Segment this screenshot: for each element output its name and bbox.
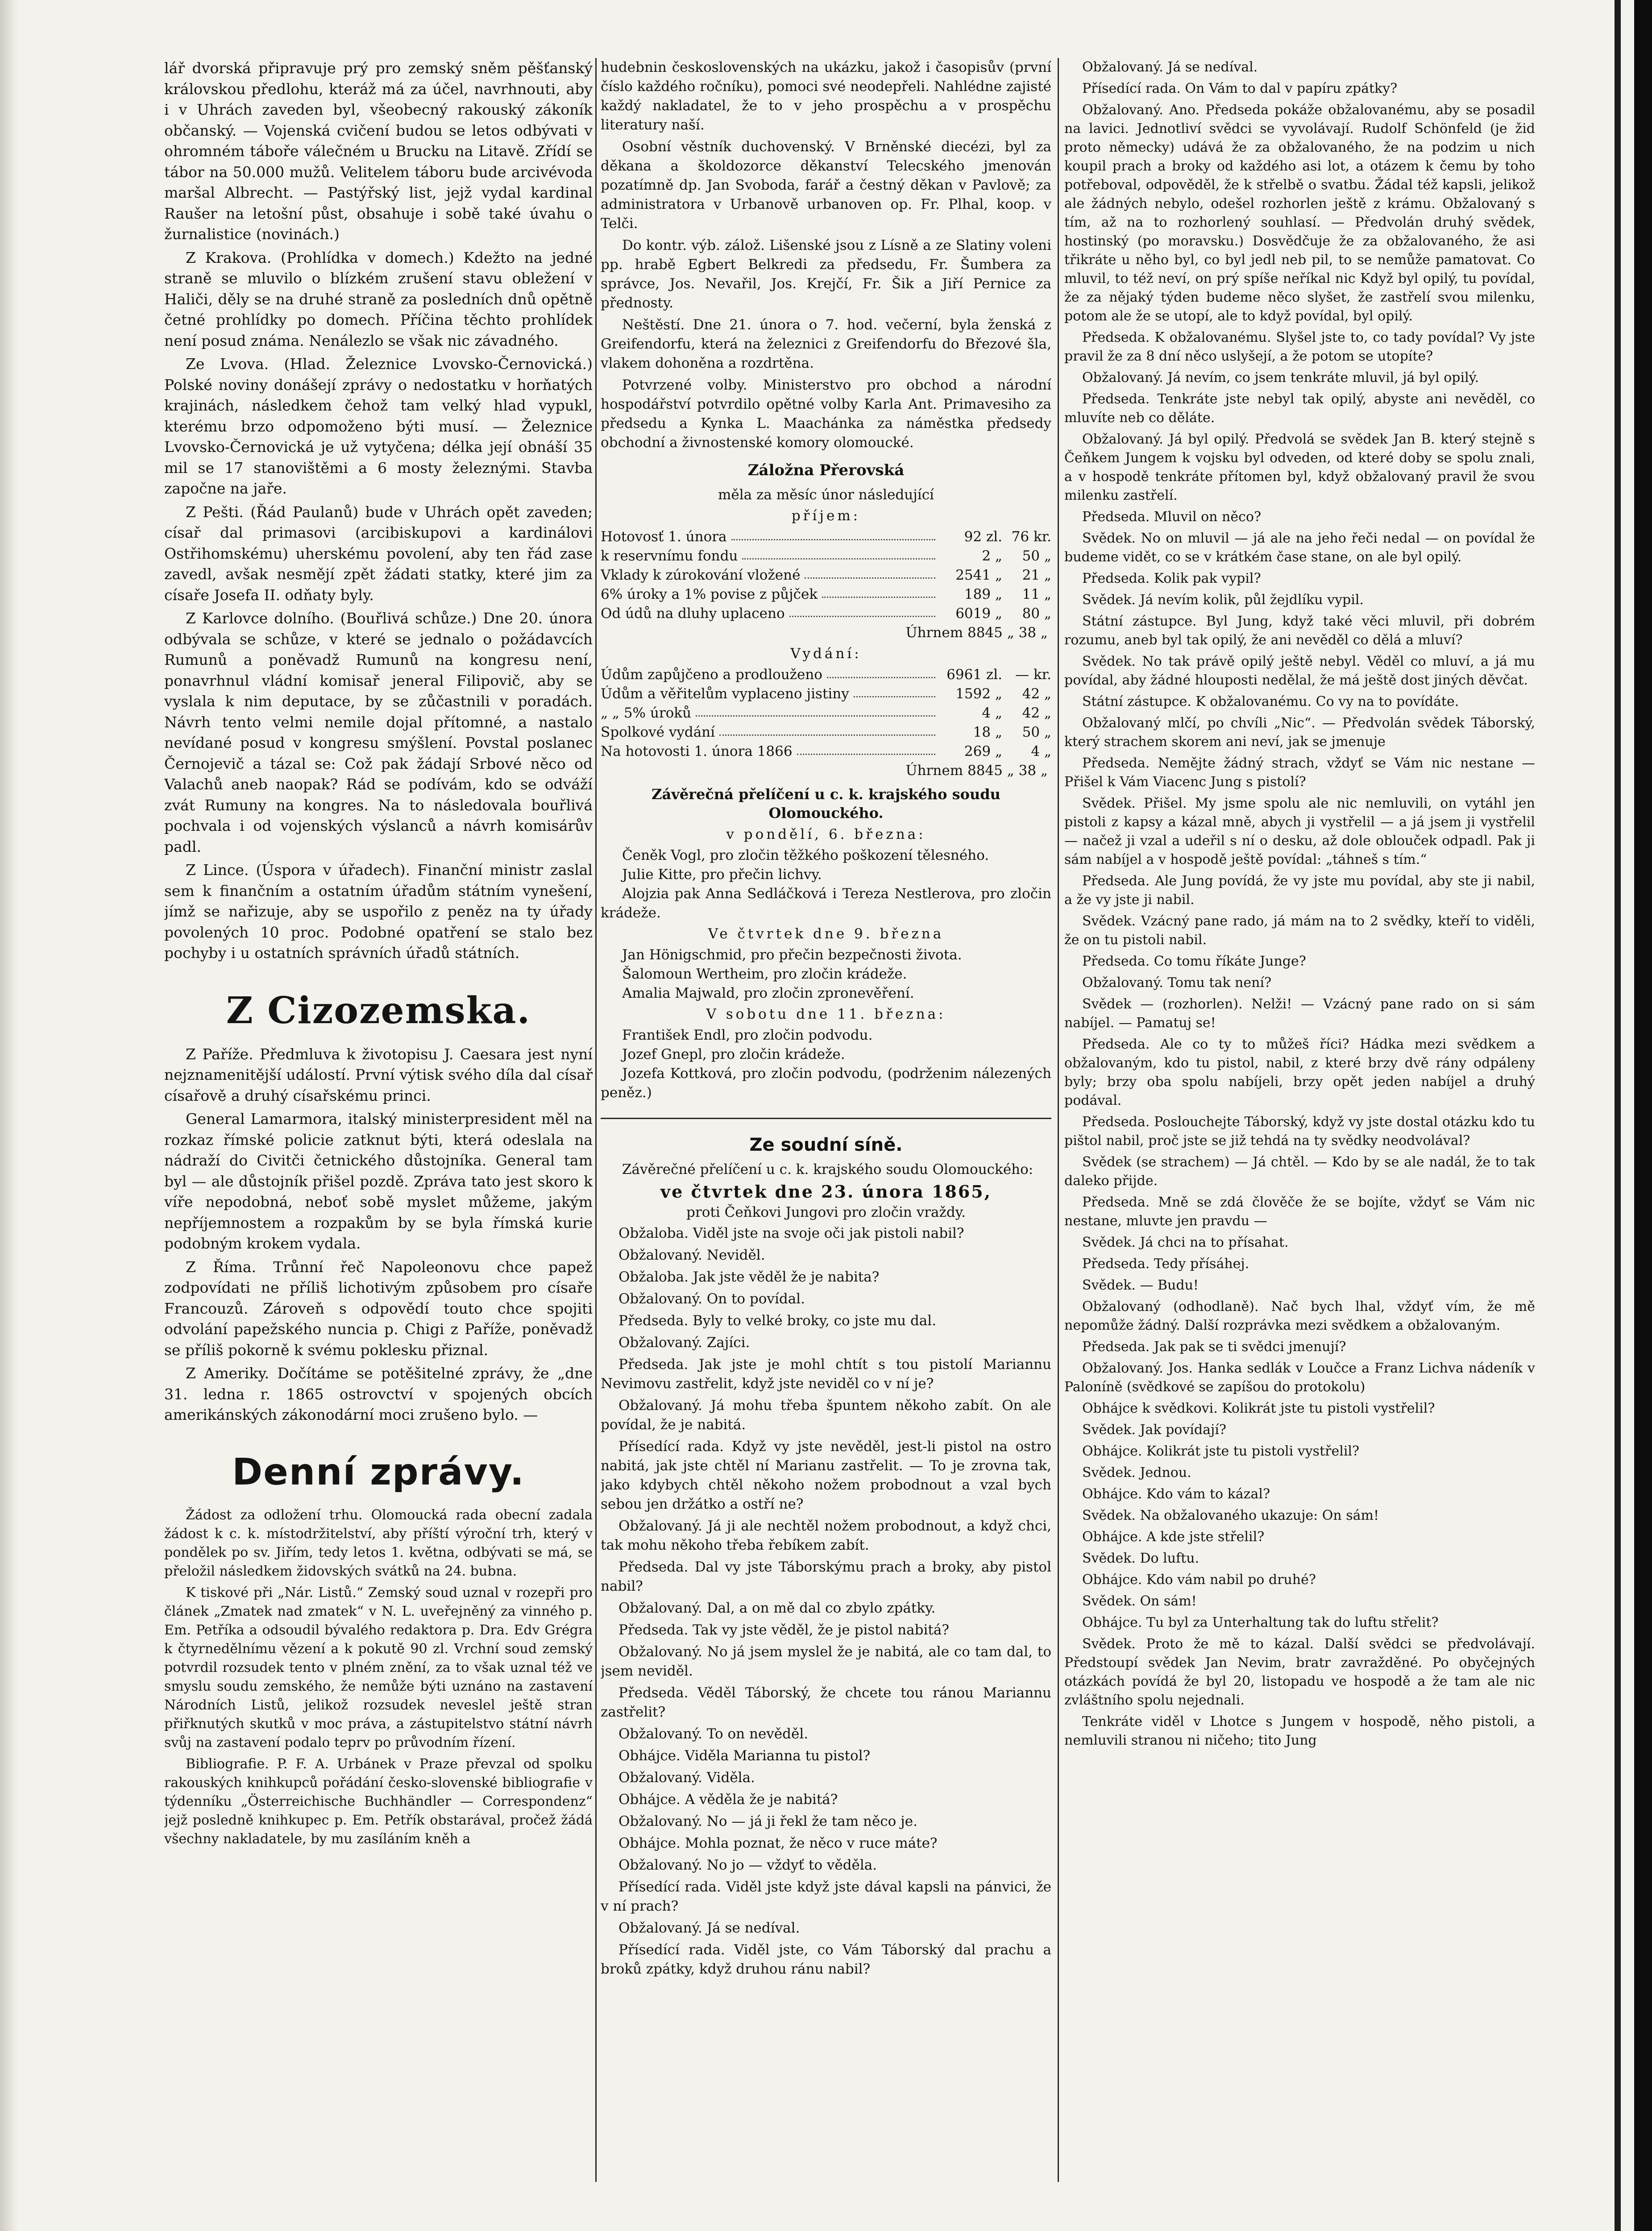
trial-case: František Endl, pro zločin podvodu. bbox=[622, 1027, 873, 1043]
dialog-line: Předseda. Nemějte žádný strach, vždyť se Vám nic nestane — Přišel k Vám Viacenc Jung s pistolí? bbox=[1064, 755, 1535, 790]
dialog-line: Předseda. Byly to velké broky, co jste mu dal. bbox=[618, 1313, 937, 1329]
dialog-line: Obžalovaný. Já ji ale nechtěl nožem probodnout, a když chci, tak mohu někoho třeba řebíkem zabít. bbox=[601, 1518, 1051, 1553]
court-heading: Ze soudní síně. bbox=[749, 1135, 903, 1155]
dialog-line: Obžalovaný. On to povídal. bbox=[618, 1291, 805, 1307]
dialog-line: Obhájce. Viděla Marianna tu pistol? bbox=[618, 1748, 871, 1764]
dialog-line: Tenkráte viděl v Lhotce s Jungem v hospodě, něho pistoli, a nemluvili stranou ni ničeho; tito Jung bbox=[1064, 1714, 1535, 1748]
dialog-line: Státní zástupce. K obžalovanému. Co vy na to povídáte. bbox=[1082, 694, 1459, 709]
dialog-line: Svědek. No tak právě opilý ještě nebyl. Věděl co mluví, a já mu povídal, aby žádné hlouposti nedělal, že má ještě dost jiných děvčat. bbox=[1064, 654, 1535, 688]
news-zalozna-volby: Do kontr. výb. zálož. Lišenské jsou z Lísně a ze Slatiny voleni pp. hrabě Egbert Belkredi za předsedu, Fr. Šumbera za správce, Jos. Nevařil, Jos. Krejčí, Fr. Šik a Jiří Pernice za přednosty. bbox=[601, 237, 1051, 311]
dialog-line: Obhájce. A kde jste střelil? bbox=[1082, 1529, 1265, 1545]
dialog-line: Předseda. Co tomu říkáte Junge? bbox=[1082, 954, 1306, 969]
dialog-line: Obhájce. A věděla že je nabitá? bbox=[618, 1791, 838, 1808]
table-row: Vklady k zúrokování vložené 2541 „ 21 „ bbox=[601, 566, 1051, 585]
section-heading-foreign: Z Cizozemska. bbox=[226, 989, 531, 1032]
news-linz: Z Lince. (Úspora v úřadech). Finanční ministr zaslal sem k finančním a ostatním úřadům státním vynešení, jímž se nařizuje, aby se uspořilo z peněz na ty úřady povolených 10 proc. Podobné opatření se stalo bez pochyby i u ostatních správních úřadů státních. bbox=[164, 861, 593, 962]
dialog-line: Obžalovaný. No jo — vždyť to věděla. bbox=[618, 1857, 877, 1873]
trial-case: Amalia Majwald, pro zločin zpronevěření. bbox=[622, 985, 914, 1001]
column-2 bbox=[601, 58, 1051, 2195]
dialog-line: Svědek. Jak povídají? bbox=[1082, 1422, 1226, 1438]
dialog-line: Svědek. Já chci na to přísahat. bbox=[1082, 1235, 1289, 1250]
dialog-line: Předseda. K obžalovanému. Slyšel jste to, co tady povídal? Vy jste pravil že za 8 dní něco uslyšejí, a že potom se utopíte? bbox=[1064, 330, 1535, 364]
prijem-table bbox=[601, 527, 1051, 643]
court-dialog bbox=[601, 1224, 1051, 1979]
foreign-rome: Z Říma. Trůnní řeč Napoleonovu chce papež zodpovídati ne příliš lichotivým způsobem pro císaře Francouzů. Zároveň s odpovědí touto chce spojiti odvolání papežského nuncia p. Chigi z Paříže, poněvadž se příliš pokorně k svému poklesku přiznal. bbox=[164, 1258, 593, 1359]
dialog-line: Svědek. Na obžalovaného ukazuje: On sám! bbox=[1082, 1508, 1379, 1523]
dialog-line: Obžalovaný. Já se nedíval. bbox=[1082, 59, 1258, 75]
dialog-line: Obžalovaný. Zajíci. bbox=[618, 1335, 750, 1351]
table-row: „ „ 5% úroků 4 „ 42 „ bbox=[601, 704, 1051, 723]
column-1 bbox=[164, 58, 593, 2195]
dialog-line: Obžalovaný. Dal, a on mě dal co zbylo zpátky. bbox=[618, 1600, 936, 1616]
vydani-table bbox=[601, 665, 1051, 780]
table-row: Údům zapůjčeno a prodlouženo 6961 zl. — kr. bbox=[601, 665, 1051, 684]
dialog-line: Obžalovaný. Já nevím, co jsem tenkráte mluvil, já byl opilý. bbox=[1082, 370, 1479, 386]
dialog-line: Předseda. Tak vy jste věděl, že je pistol nabitá? bbox=[618, 1622, 949, 1638]
trial-case: Čeněk Vogl, pro zločin těžkého poškození tělesného. bbox=[622, 847, 989, 863]
dialog-line: Obžalovaný. To on nevěděl. bbox=[618, 1726, 809, 1742]
dialog-line: Obhájce. Kdo vám nabil po druhé? bbox=[1082, 1572, 1316, 1588]
trial-case: Julie Kitte, pro přečin lichvy. bbox=[622, 867, 822, 883]
daily-bibliografie: Bibliografie. P. F. A. Urbánek v Praze převzal od spolku rakouských knihkupců pořádání česko-slovenské bibliografie v týdenníku „Österreichische Buchhändler — Correspondenz“ jejž posledně knihkupec p. Em. Petřík obstarával, pročež žádá všechny nakladatele, by mu zasíláním kněh a bbox=[164, 1756, 593, 1847]
page-left-edge bbox=[0, 0, 18, 2231]
column-rule-2 bbox=[1058, 58, 1059, 2182]
dialog-line: Obžalovaný. Já mohu třeba špuntem někoho zabít. On ale povídal, že je nabitá. bbox=[601, 1397, 1051, 1433]
daily-narodni-listy: K tiskové při „Nár. Listů.“ Zemský soud uznal v rozepři pro článek „Zmatek nad zmatek“ v N. L. uveřejněný za vinného p. Em. Petříka a odsoudil bývalého redaktora p. Dra. Edv Grégra k čtyrnedělnímu vězení a k pokutě 90 zl. Vrchní soud zemský potvrdil rozsudek tento v plném znění, za to však uznal též ve smyslu soudu zemského, že nemůže býti uznáno na zastavení Národních Listů, jelikož rozsudek neveslel ještě stran přiřknutých skutků v moc práva, a zástupitelstvo státní návrh svůj na zastavení podalo teprv po průvodním řízení. bbox=[164, 1584, 593, 1750]
dialog-line: Předseda. Tedy přísáhej. bbox=[1082, 1256, 1249, 1272]
dialog-line: Obžalovaný. Neviděl. bbox=[618, 1247, 765, 1263]
prijem-label: příjem: bbox=[791, 508, 861, 524]
dialog-line: Předseda. Dal vy jste Táborskýmu prach a broky, aby pistol nabil? bbox=[601, 1559, 1051, 1594]
dialog-line: Přísedící rada. Když vy jste nevěděl, jest-li pistol na ostro nabitá, jak jste chtěl ní Marianu zastřelit. — To je zrovna tak, jako kdybych chtěl někoho nožem probodnout a vzal bych sebou jen držátko a ostří ne? bbox=[601, 1439, 1051, 1512]
dialog-line: Svědek. Proto že mě to kázal. Další svědci se předvolávají. Předstoupí svědek Jan Nevim, bratr zavražděné. Po obyčejných otázkách povídá že byl 20, listopadu ve hospodě a že tam ale nic zvláštního spolu nejednali. bbox=[1064, 1636, 1535, 1708]
section-divider bbox=[601, 1118, 1051, 1119]
dialog-line: Svědek. Do luftu. bbox=[1082, 1551, 1200, 1566]
column-3 bbox=[1064, 58, 1535, 2195]
trial-case: Šalomoun Wertheim, pro zločin krádeže. bbox=[622, 966, 907, 982]
dialog-line: Obhájce. Mohla poznat, že něco v ruce máte? bbox=[618, 1835, 938, 1851]
daily-trh: Žádost za odložení trhu. Olomoucká rada obecní zadala žádost k c. k. místodržitelství, aby příští výroční trh, který v pondělek po sv. Jiřím, tedy letos 1. května, odbývati se má, se přeložil následkem židovských svátků na 24. bubna. bbox=[164, 1507, 593, 1579]
column-rule-1 bbox=[595, 58, 597, 2182]
dialog-line: Obhájce. Kdo vám to kázal? bbox=[1082, 1486, 1270, 1502]
dialog-line: Obžaloba. Viděl jste na svoje oči jak pistoli nabil? bbox=[618, 1225, 964, 1241]
dialog-line: Státní zástupce. Byl Jung, když také věci mluvil, při dobrém rozumu, aneb byl tak opilý, že ani nevěděl co dělá a mluví? bbox=[1064, 614, 1535, 648]
dialog-line: Obžalovaný. Viděla. bbox=[618, 1770, 755, 1786]
dialog-line: Obžalovaný. Já se nedíval. bbox=[618, 1920, 800, 1936]
dialog-line: Obhájce k svědkovi. Kolikrát jste tu pistoli vystřelil? bbox=[1082, 1401, 1435, 1416]
trial-day: Ve čtvrtek dne 9. března bbox=[708, 926, 944, 942]
court-date: ve čtvrtek dne 23. února 1865, bbox=[660, 1182, 992, 1202]
scan-right-border bbox=[1634, 0, 1652, 2231]
dialog-line: Obhájce. Tu byl za Unterhaltung tak do luftu střelit? bbox=[1082, 1615, 1439, 1630]
dialog-line: Předseda. Ale Jung povídá, že vy jste mu povídal, aby ste ji nabil, a že vy jste ji nabil. bbox=[1064, 873, 1535, 908]
table-row: Spolkové vydání 18 „ 50 „ bbox=[601, 723, 1051, 742]
dialog-line: Předseda. Kolik pak vypil? bbox=[1082, 571, 1261, 586]
foreign-lamarmora: General Lamarmora, italský ministerpresident měl na rozkaz římské policie zatknut býti, která odeslala na nádraží do Civitči četnického důstojníka. General tam byl — ale důstojník přišel pozdě. Zpráva tato jest skoro k víře nepodobná, neboť sobě myslet můžeme, jakým nepříjemnostem a rozpakům by se byla římská kurie podobným krokem vydala. bbox=[164, 1110, 593, 1252]
trial-case: Jozef Gnepl, pro zločin krádeže. bbox=[622, 1046, 845, 1062]
dialog-line: Předseda. Ale co ty to můžeš říci? Hádka mezi svědkem a obžalovaným, kdo tu pistol, nabil, z které brzy dvě rány odpáleny byly; brzy oba spolu nabíjeli, brzy opět jeden nabíjel a druhý podával. bbox=[1064, 1037, 1535, 1108]
dialog-line: Předseda. Jak jste je mohl chtít s tou pistolí Mariannu Nevimovu zastřelit, když jste neviděl co v ní je? bbox=[601, 1356, 1051, 1392]
news-pest: Z Pešti. (Řád Paulanů) bude v Uhrách opět zaveden; císař dal primasovi (arcibiskupovi a kardinálovi Ostřihomskému) uherskému povolení, aby ten řád zase zavedl, avšak nesmějí zpět žádati statky, které jim za císaře Josefa II. odňaty byly. bbox=[164, 503, 593, 604]
trial-case: Alojzia pak Anna Sedláčková i Tereza Nestlerova, pro zločin krádeže. bbox=[601, 886, 1051, 921]
dialog-line: Předseda. Tenkráte jste nebyl tak opilý, abyste ani nevěděl, co mluvíte neb co děláte. bbox=[1064, 391, 1535, 426]
court-dialog-continued bbox=[1064, 58, 1535, 1750]
dialog-line: Přísedící rada. Viděl jste, co Vám Táborský dal prachu a broků zpátky, když druhou ránu nabil? bbox=[601, 1942, 1051, 1977]
prijem-total: Úhrnem 8845 „ 38 „ bbox=[905, 625, 1048, 641]
trial-schedule-title: Závěrečná přelíčení u c. k. krajského soudu Olomouckého. bbox=[652, 786, 1000, 821]
dialog-line: Obžalovaný. Já byl opilý. Předvolá se svědek Jan B. který stejně s Čeňkem Jungem k vojsku byl odveden, od které doby se spolu znali, a v hospodě tenkráte přítomen byl, když obžalovaný pravil že svou milenku zastřelí. bbox=[1064, 431, 1535, 503]
table-row: Od údů na dluhy uplaceno 6019 „ 80 „ bbox=[601, 604, 1051, 623]
dialog-line: Přísedící rada. On Vám to dal v papíru zpátky? bbox=[1082, 81, 1398, 96]
dialog-line: Přísedící rada. Viděl jste když jste dával kapsli na pánvici, že v ní prach? bbox=[601, 1879, 1051, 1914]
dialog-line: Obhájce. Kolikrát jste tu pistoli vystřelil? bbox=[1082, 1443, 1360, 1459]
dialog-line: Obžalovaný mlčí, po chvíli „Nic“. — Předvolán svědek Táborský, který strachem skorem ani neví, jak se jmenuje bbox=[1064, 715, 1535, 750]
trial-case: Jozefa Kottková, pro zločin podvodu, (podrženim nálezených peněz.) bbox=[601, 1066, 1051, 1101]
dialog-line: Svědek. Přišel. My jsme spolu ale nic nemluvili, on vytáhl jen pistoli z kapsy a kázal mně, abych ji vystřelil — a já jsem ji vystřelil — načež ji vzal a udeřil s ní o desku, až dole oblouček odpadl. Pak ji sám nabíjel a v hospodě ještě povídal: „táhneš s tím.“ bbox=[1064, 796, 1535, 867]
table-row: Údům a věřitelům vyplaceno jistiny 1592 „ 42 „ bbox=[601, 684, 1051, 704]
news-lvov: Ze Lvova. (Hlad. Železnice Lvovsko-Černovická.) Polské noviny donášejí zprávy o nedostatku v horňatých krajinách, následkem čehož tam velký hlad vypukl, kterému brzo odpomoženo býti musí. — Železnice Lvovsko-Černovická je už vytyčena; délka její obnáší 35 mil se 17 stanovištěmi a 6 mosty železnými. Stavba započne na jaře. bbox=[164, 355, 593, 497]
dialog-line: Obžalovaný. Tomu tak není? bbox=[1082, 975, 1272, 991]
court-case: proti Čeňkovi Jungovi pro zločin vraždy. bbox=[686, 1204, 966, 1220]
vydani-label: Vydání: bbox=[790, 646, 862, 662]
zalozna-subtitle: měla za měsíc únor následující bbox=[718, 487, 934, 503]
dialog-line: Obžalovaný (odhodlaně). Nač bych lhal, vždyť vím, že mě nepomůže žádný. Další rozprávka mezi svědkem a obžalovaným. bbox=[1064, 1299, 1535, 1333]
trial-case: Jan Hönigschmid, pro přečin bezpečnosti života. bbox=[622, 947, 962, 963]
table-row: k reservnímu fondu 2 „ 50 „ bbox=[601, 547, 1051, 566]
vydani-total: Úhrnem 8845 „ 38 „ bbox=[905, 763, 1048, 779]
dialog-line: Svědek — (rozhorlen). Nelži! — Vzácný pane rado on si sám nabíjel. — Pamatuj se! bbox=[1064, 996, 1535, 1031]
news-krakov: Z Krakova. (Prohlídka v domech.) Kdežto na jedné straně se mluvilo o blízkém zrušení stavu obležení v Haliči, děly se na druhé straně za posledních dnů opětně četné prohlídky po domech. Příčina těchto prohlídek není posud známa. Nenálezlo se však nic závadného. bbox=[164, 249, 593, 349]
dialog-line: Obžaloba. Jak jste věděl že je nabita? bbox=[618, 1269, 880, 1285]
dialog-line: Předseda. Poslouchejte Táborský, když vy jste dostal otázku kdo tu pištol nabil, proč jste se již tehdá na ty svědky neodvolával? bbox=[1064, 1114, 1535, 1149]
scan-edge-stripe bbox=[1615, 0, 1621, 2231]
news-paragraph: hudebnin československých na ukázku, jakož i časopisův (první číslo každého ročníku), pomoci své neodepřeli. Nahlédne zajisté každý nakladatel, že to v jeho prospěchu a v prospěchu literatury naší. bbox=[601, 59, 1051, 133]
dialog-line: Předseda. Mluvil on něco? bbox=[1082, 509, 1262, 525]
news-paragraph: lář dvorská připravuje prý pro zemský sněm pěšťanský královskou předlohu, kteráž má za účel, navrhnouti, aby i v Uhrách zaveden byl, všeobecný rakouský zákoník občanský. — Vojenská cvičení budou se letos odbývati v ohromném táboře válečném u Brucku na Litavě. Zřídí se tábor na 50.000 mužů. Velitelem táboru bude arcivévoda maršal Albrecht. — Pastýřský list, jejž vydal kardinal Raušer na letošní půst, obsahuje i sobě také úvahu o žurnalistice (novinách.) bbox=[164, 59, 593, 243]
dialog-line: Svědek. Vzácný pane rado, já mám na to 2 svědky, kteří to viděli, že on tu pistoli nabil. bbox=[1064, 913, 1535, 948]
dialog-line: Svědek. No on mluvil — já ale na jeho řeči nedal — on povídal že budeme vidět, co se v krátkém čase stane, on ale byl opilý. bbox=[1064, 531, 1535, 565]
dialog-line: Svědek. — Budu! bbox=[1082, 1277, 1199, 1293]
dialog-line: Svědek. Já nevím kolik, půl žejdlíku vypil. bbox=[1082, 592, 1364, 608]
dialog-line: Obžalovaný. Jos. Hanka sedlák v Loučce a Franz Lichva nádeník v Paloníně (svědkové se zapíšou do protokolu) bbox=[1064, 1360, 1535, 1395]
dialog-line: Obžalovaný. No já jsem myslel že je nabitá, ale co tam dal, to jsem neviděl. bbox=[601, 1644, 1051, 1679]
dialog-line: Předseda. Mně se zdá člověče že se bojíte, vždyť se Vám nic nestane, mluvte jen pravdu — bbox=[1064, 1194, 1535, 1229]
dialog-line: Svědek (se strachem) — Já chtěl. — Kdo by se ale nadál, že to tak daleko přijde. bbox=[1064, 1154, 1535, 1189]
dialog-line: Svědek. Jednou. bbox=[1082, 1465, 1191, 1480]
zalozna-title: Záložna Přerovská bbox=[747, 461, 905, 479]
dialog-line: Předseda. Věděl Táborský, že chcete tou ránou Mariannu zastřelit? bbox=[601, 1685, 1051, 1720]
dialog-line: Svědek. On sám! bbox=[1082, 1593, 1197, 1609]
foreign-paris: Z Paříže. Předmluva k životopisu J. Caesara jest nyní nejznamenitější událostí. První výtisk svého díla dal císař císařově a druhý císařskému princi. bbox=[164, 1045, 593, 1104]
news-karlovec: Z Karlovce dolního. (Bouřlivá schůze.) Dne 20. února odbývala se schůze, v které se jednalo o požádavcích Rumunů a poněvadž Rumunů na kongresu není, ponavrhnul vládní komisař jeneral Filipovič, aby se vyslala k nim deputace, by se zůčastnili v poradách. Návrh tento velmi nemile dojal přítomné, a nastalo nevídané posud v kongresu smýšlení. Povstal poslanec Černojevič a tázal se: Což pak žádají Srbové něco od Valachů aneb naopak? Rád se podívám, kdo se odváží zvát Rumuny na kongres. Na to následovala bouřlivá pochvala i od vojenských výslanců a návrh komisárův padl. bbox=[164, 610, 593, 855]
foreign-america: Z Ameriky. Dočítáme se potěšitelné zprávy, že „dne 31. ledna r. 1865 ostrovctví v spojených obcích amerikánských zákonodární moci zrušeno bylo. — bbox=[164, 1364, 593, 1423]
dialog-line: Předseda. Jak pak se ti svědci jmenují? bbox=[1082, 1339, 1346, 1355]
dialog-line: Obžalovaný. No — já ji řekl že tam něco je. bbox=[618, 1813, 917, 1829]
dialog-line: Obžalovaný. Ano. Předseda pokáže obžalovanému, aby se posadil na lavici. Jednotliví svědci se vyvolávají. Rudolf Schönfeld (je žid proto německy) udává že za obžalovaného, že na podzim u nich koupil prach a broky od každého asi lot, a otázem k čemu by toho potřeboval, odpověděl, že k střelbě o svatbu. Žádal též kapsli, jelikož ale žádných nebylo, odešel rozhorlen ještě z krámu. Obžalovaný s tím, až na to rozhorlený souhlasí. — Předvolán druhý svědek, hostinský (po moravsku.) Dosvědčuje že za obžalovaného, že asi třikráte u něho byl, co byl jedl neb pil, to se nemůže pamatovat. Co mluvil, to též neví, on prý spíše neříkal nic Když byl opilý, tu povídal, že za nějaký týden budeme něco slyšet, že zastřelí svou milenku, potom ale že se utopí, ale to když povídal, byl opilý. bbox=[1064, 102, 1535, 324]
table-row: Na hotovosti 1. února 1866 269 „ 4 „ bbox=[601, 742, 1051, 761]
news-potvrzene-volby: Potvrzené volby. Ministerstvo pro obchod a národní hospodářství potvrdilo opětné volby Karla Ant. Primavesiho za předsedu a Kynka L. Maachánka za náměstka předsedy obchodní a živnostenské komory olomoucké. bbox=[601, 377, 1051, 451]
table-row: 6% úroky a 1% povise z půjček 189 „ 11 „ bbox=[601, 585, 1051, 604]
court-intro: Závěrečné přelíčení u c. k. krajského soudu Olomouckého: bbox=[622, 1161, 1034, 1178]
trial-day: V sobotu dne 11. března: bbox=[706, 1006, 946, 1022]
table-row: Hotovosť 1. února 92 zl. 76 kr. bbox=[601, 527, 1051, 547]
news-nestesti: Neštěstí. Dne 21. února o 7. hod. večerní, byla ženská z Greifendorfu, která na železnici z Greifendorfu do Březové šla, vlakem dohoněna a rozdrtěna. bbox=[601, 317, 1051, 371]
section-heading-daily: Denní zprávy. bbox=[232, 1451, 525, 1493]
trial-day: v pondělí, 6. března: bbox=[726, 826, 926, 842]
news-osobni-vestnik: Osobní věstník duchovenský. V Brněnské diecézi, byl za děkana a školdozorce děkanství Telecského jmenován pozatímně dp. Jan Svoboda, farář a čestný děkan v Pavlově; za administratora v Urbanově urbanoven op. Fr. Plhal, koop. v Telči. bbox=[601, 139, 1051, 232]
